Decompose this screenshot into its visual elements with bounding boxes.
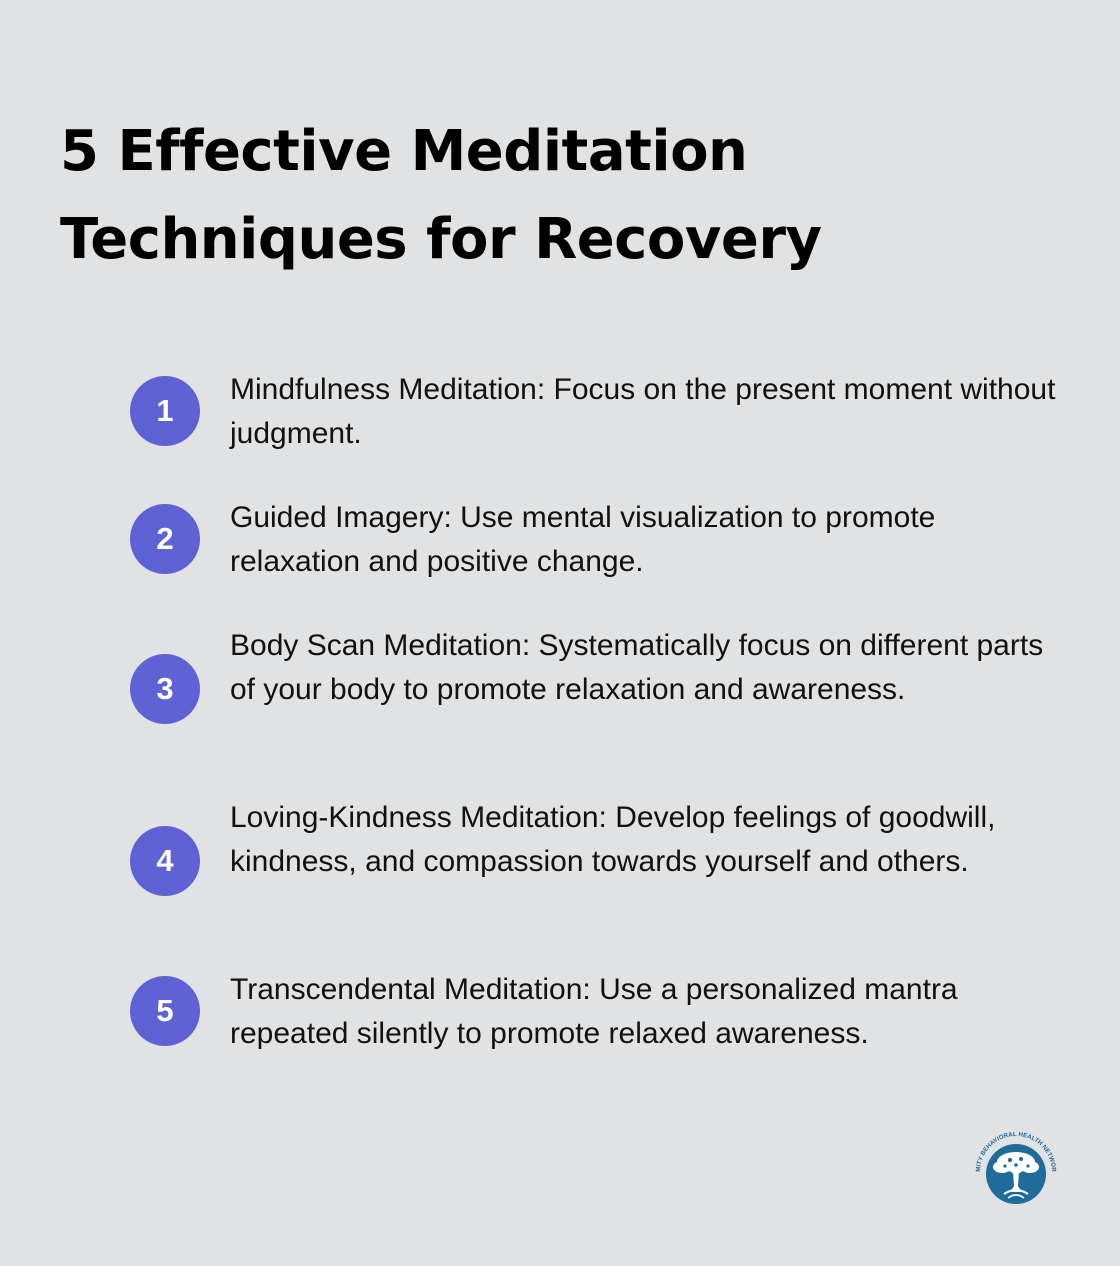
number-badge: 5: [130, 976, 200, 1046]
logo-text: MITY BEHAVIORAL HEALTH NETWOR: [974, 1130, 1058, 1172]
tree-icon: [968, 1122, 1064, 1210]
number-badge: 3: [130, 654, 200, 724]
page-title: 5 Effective Meditation Techniques for Recovery: [60, 119, 822, 272]
item-text: Loving-Kindness Meditation: Develop feelings of goodwill, kindness, and compassion towards yourself and others.: [230, 801, 996, 878]
number-badge: 4: [130, 826, 200, 896]
number-badge: 2: [130, 504, 200, 574]
item-text: Guided Imagery: Use mental visualization to promote relaxation and positive change.: [230, 501, 936, 578]
item-text: Transcendental Meditation: Use a personalized mantra repeated silently to promote relaxed awareness.: [230, 973, 958, 1050]
item-text: Mindfulness Meditation: Focus on the present moment without judgment.: [230, 373, 1056, 450]
item-text: Body Scan Meditation: Systematically focus on different parts of your body to promote relaxation and awareness.: [230, 629, 1044, 706]
number-badge: 1: [130, 376, 200, 446]
amity-logo: [968, 1122, 1064, 1210]
